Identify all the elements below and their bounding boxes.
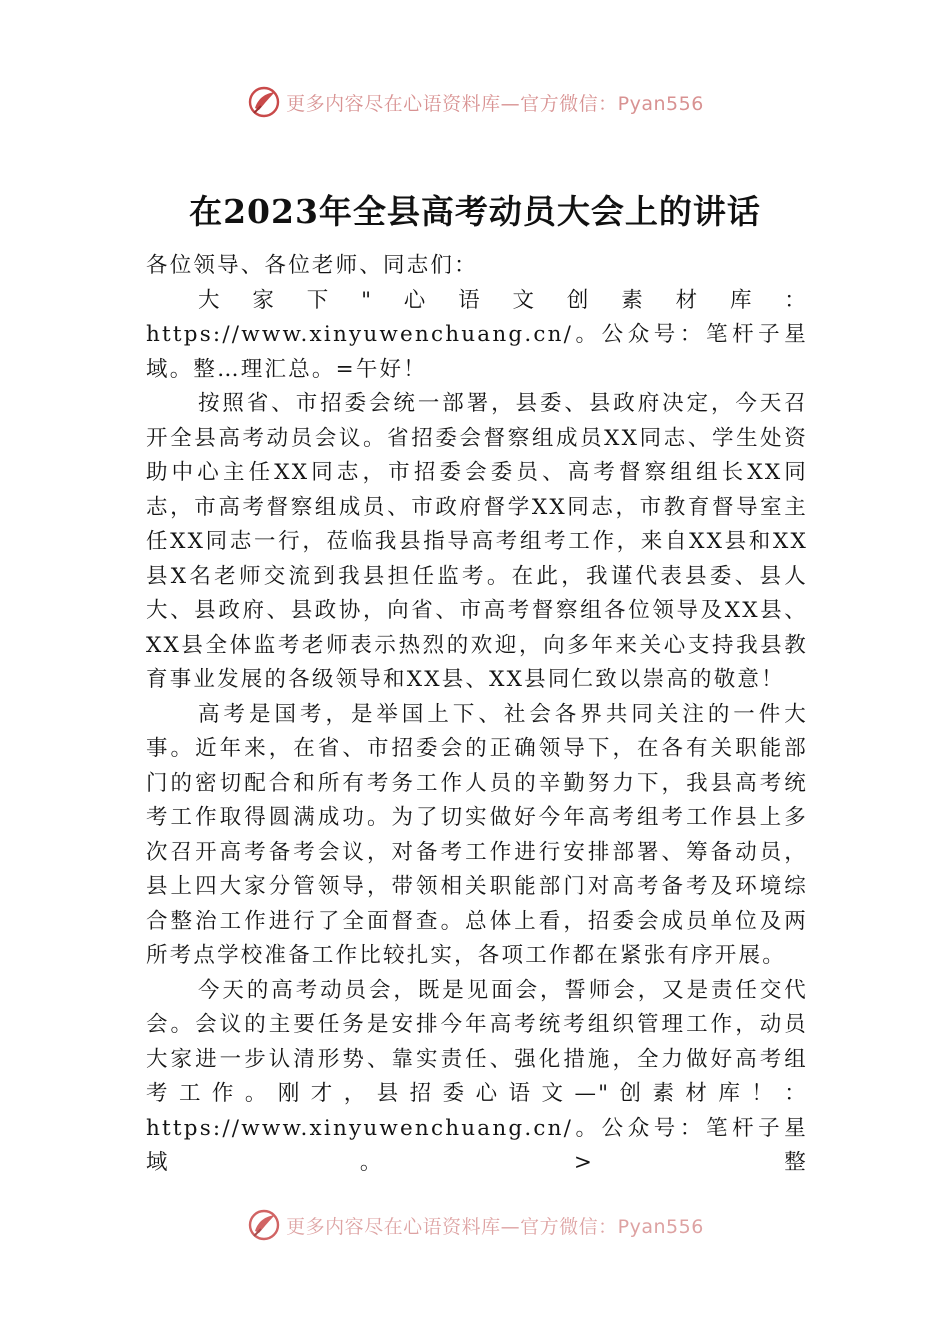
- paragraph-4: 今天的高考动员会，既是见面会，誓师会，又是责任交代会。会议的主要任务是安排今年高考统考组织管理工作，动员大家进一步认清形势、靠实责任、强化措施，全力做好高考组考工作。刚才，县招委心语文—"创素材库！：https://www.xinyuwenchuang.cn/。公众号：笔杆子星域。>整: [146, 977, 808, 1175]
- document-title: 在2023年全县高考动员大会上的讲话: [189, 192, 761, 231]
- paragraph-2: 按照省、市招委会统一部署，县委、县政府决定，今天召开全县高考动员会议。省招委会督察组成员XX同志、学生处资助中心主任XX同志，市招委会委员、高考督察组组长XX同志，市高考督察组成员、市政府督学XX同志，市教育督导室主任XX同志一行，莅临我县指导高考组考工作，来自XX县和XX县X名老师交流到我县担任监考。在此，我谨代表县委、县人大、县政府、县政协，向省、市高考督察组各位领导及XX县、XX县全体监考老师表示热烈的欢迎，向多年来关心支持我县教育事业发展的各级领导和XX县、XX县同仁致以崇高的敬意！: [146, 391, 808, 692]
- watermark-banner-bottom: [0, 1202, 950, 1242]
- watermark-text-top: 更多内容尽在心语资料库—官方微信：Pyan556: [286, 92, 704, 115]
- paragraph-3: 高考是国考，是举国上下、社会各界共同关注的一件大事。近年来，在省、市招委会的正确领导下，在各有关职能部门的密切配合和所有考务工作人员的辛勤努力下，我县高考统考工作取得圆满成功。为了切实做好今年高考组考工作县上多次召开高考备考会议，对备考工作进行安排部署、筹备动员，县上四大家分管领导，带领相关职能部门对高考备考及环境综合整治工作进行了全面督查。总体上看，招委会成员单位及两所考点学校准备工作比较扎实，各项工作都在紧张有序开展。: [146, 701, 808, 968]
- quill-swirl-logo-icon: [246, 1207, 282, 1242]
- watermark-banner-top: [0, 82, 950, 122]
- paragraph-1: 大家下"心语文创素材库：https://www.xinyuwenchuang.cn/。公众号：笔杆子星域。整…理汇总。=午好！: [146, 287, 808, 382]
- salutation: 各位领导、各位老师、同志们：: [146, 253, 478, 278]
- watermark-text-bottom: 更多内容尽在心语资料库—官方微信：Pyan556: [286, 1215, 704, 1238]
- quill-swirl-logo-icon: [246, 84, 282, 120]
- document-body: [146, 249, 808, 1181]
